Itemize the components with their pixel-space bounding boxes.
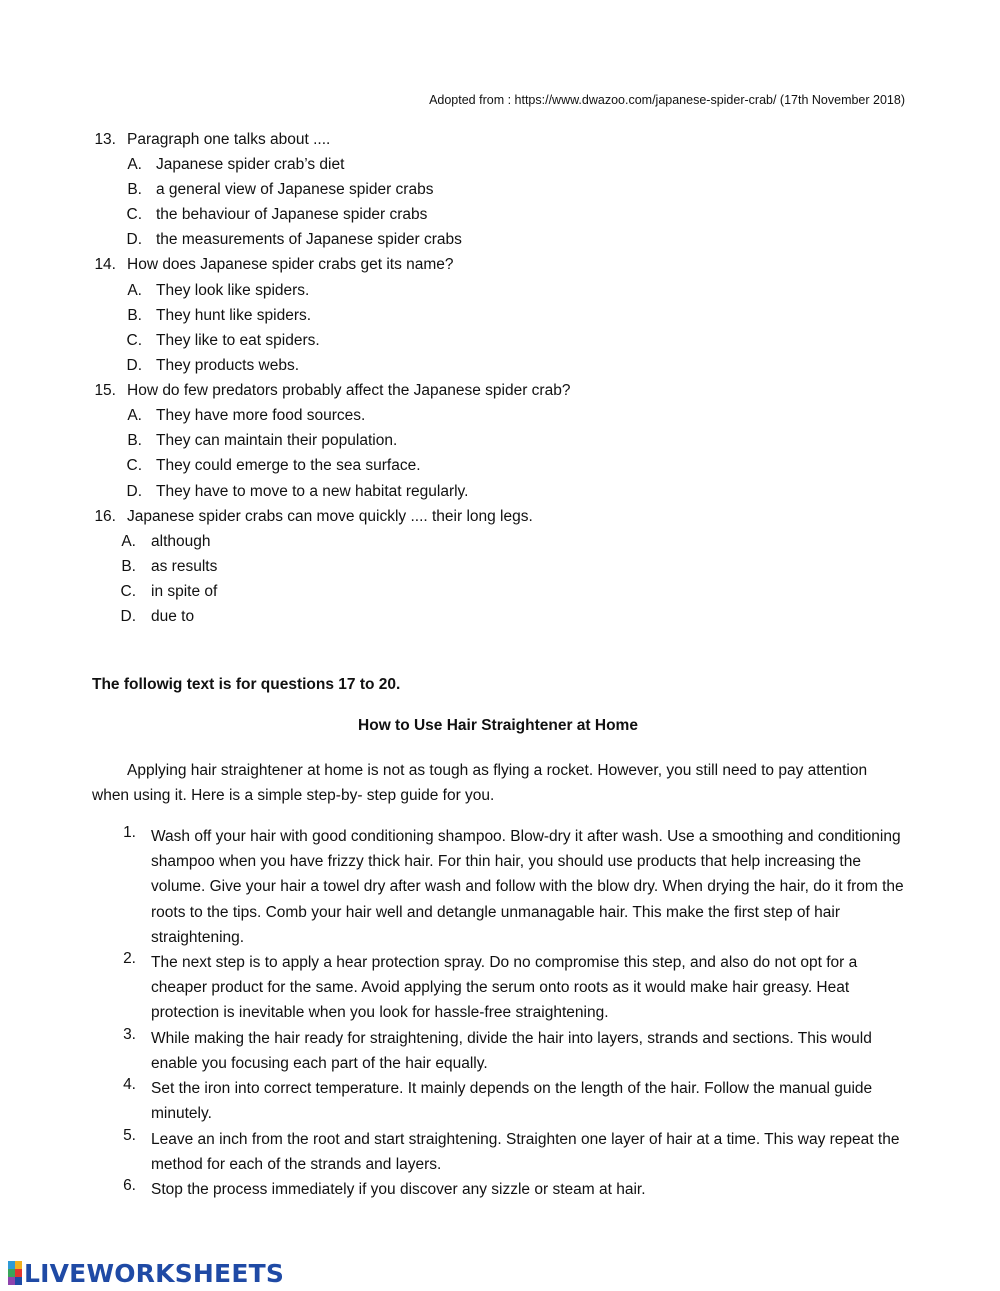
option-letter: C. <box>126 457 142 474</box>
step-number: 2. <box>123 950 136 967</box>
option-text[interactable]: They have more food sources. <box>156 407 366 424</box>
option-text[interactable]: Japanese spider crab’s diet <box>156 156 345 173</box>
question-text: How do few predators probably affect the Japanese spider crab? <box>127 382 571 399</box>
step-number: 3. <box>123 1026 136 1043</box>
option-letter: A. <box>121 533 136 550</box>
option-text[interactable]: as results <box>151 558 218 575</box>
option-letter: C. <box>126 332 142 349</box>
option-text[interactable]: They have to move to a new habitat regularly. <box>156 483 469 500</box>
source-citation: Adopted from : https://www.dwazoo.com/japanese-spider-crab/ (17th November 2018) <box>429 93 905 107</box>
section-intro: The followig text is for questions 17 to 20. <box>92 676 401 693</box>
question-text: Japanese spider crabs can move quickly .... their long legs. <box>127 508 533 525</box>
option-text[interactable]: They could emerge to the sea surface. <box>156 457 421 474</box>
option-text[interactable]: although <box>151 533 211 550</box>
option-letter: C. <box>126 206 142 223</box>
option-text[interactable]: They products webs. <box>156 357 300 374</box>
option-text[interactable]: in spite of <box>151 583 218 600</box>
option-letter: B. <box>121 558 136 575</box>
step-number: 5. <box>123 1127 136 1144</box>
step-number: 4. <box>123 1076 136 1093</box>
question-number: 16. <box>94 508 116 525</box>
option-letter: B. <box>127 307 142 324</box>
step-text: Stop the process immediately if you discover any sizzle or steam at hair. <box>151 1181 646 1198</box>
option-text[interactable]: the behaviour of Japanese spider crabs <box>156 206 428 223</box>
option-letter: B. <box>127 181 142 198</box>
step-text: While making the hair ready for straightening, divide the hair into layers, strands and sections. This would enable you focusing each part of the hair equally. <box>151 1030 872 1073</box>
option-letter: C. <box>120 583 136 600</box>
option-letter: A. <box>127 407 142 424</box>
option-letter: D. <box>126 483 142 500</box>
step-text: Wash off your hair with good conditioning shampoo. Blow-dry it after wash. Use a smoothing and conditioning shampoo when you have frizzy thick hair. For thin hair, you should use products that help increasing the volume. Give your hair a towel dry after wash and follow with the blow dry. When drying the hair, do it from the roots to the tips. Comb your hair well and detangle unmanagable hair. This make the first step of hair straightening. <box>151 828 904 946</box>
option-text[interactable]: They look like spiders. <box>156 282 310 299</box>
logo-mark-icon <box>8 1261 22 1285</box>
option-text[interactable]: the measurements of Japanese spider crabs <box>156 231 462 248</box>
step-text: Set the iron into correct temperature. It mainly depends on the length of the hair. Follow the manual guide minutely. <box>151 1080 873 1123</box>
option-text[interactable]: a general view of Japanese spider crabs <box>156 181 434 198</box>
logo-text: LIVEWORKSHEETS <box>24 1258 285 1288</box>
intro-paragraph: Applying hair straightener at home is not as tough as flying a rocket. However, you still need to pay attention when using it. Here is a simple step-by- step guide for you. <box>92 762 868 804</box>
step-number: 1. <box>123 824 136 841</box>
option-letter: A. <box>127 156 142 173</box>
option-letter: D. <box>126 357 142 374</box>
option-text[interactable]: They like to eat spiders. <box>156 332 320 349</box>
question-number: 15. <box>94 382 116 399</box>
step-number: 6. <box>123 1177 136 1194</box>
option-letter: D. <box>126 231 142 248</box>
option-text[interactable]: They can maintain their population. <box>156 432 398 449</box>
liveworksheets-logo[interactable] <box>8 1259 284 1287</box>
option-text[interactable]: due to <box>151 608 195 625</box>
option-letter: B. <box>127 432 142 449</box>
text-title: How to Use Hair Straightener at Home <box>358 717 638 734</box>
option-letter: D. <box>120 608 136 625</box>
question-number: 13. <box>94 131 116 148</box>
step-text: The next step is to apply a hear protection spray. Do no compromise this step, and also do not opt for a cheaper product for the same. Avoid applying the serum onto roots as it would make hair greasy. Heat protection is inevitable when you look for hassle-free straightening. <box>151 954 858 1022</box>
option-letter: A. <box>127 282 142 299</box>
question-number: 14. <box>94 256 116 273</box>
question-text: How does Japanese spider crabs get its name? <box>127 256 454 273</box>
option-text[interactable]: They hunt like spiders. <box>156 307 312 324</box>
question-text: Paragraph one talks about .... <box>127 131 331 148</box>
step-text: Leave an inch from the root and start straightening. Straighten one layer of hair at a time. This way repeat the method for each of the strands and layers. <box>151 1131 900 1174</box>
